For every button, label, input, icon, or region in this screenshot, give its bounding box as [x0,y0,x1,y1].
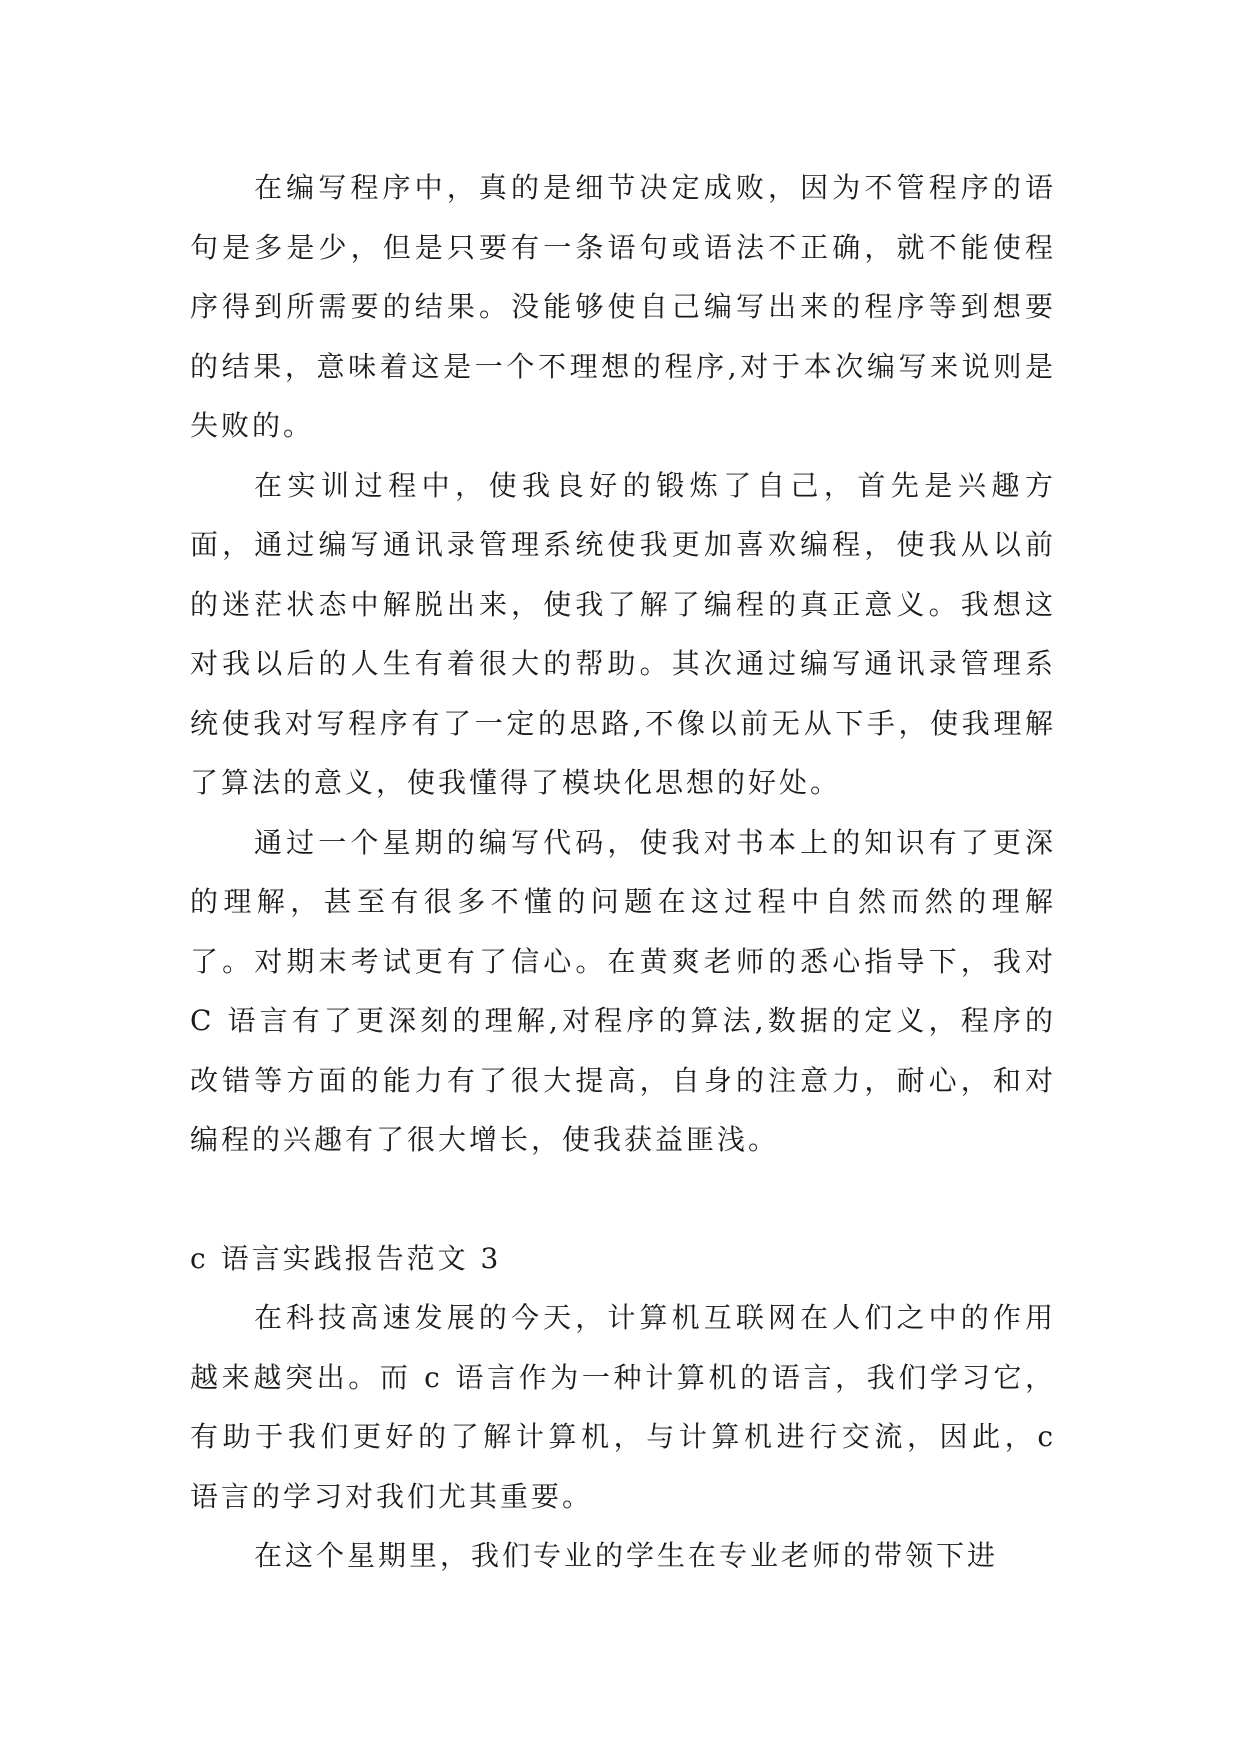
paragraph: 在编写程序中，真的是细节决定成败，因为不管程序的语句是多是少，但是只要有一条语句或语法不正确，就不能使程序得到所需要的结果。没能够使自己编写出来的程序等到想要的结果，意味着这是一个不理想的程序,对于本次编写来说则是失败的。 [190,171,1056,442]
paragraph: 在这个星期里，我们专业的学生在专业老师的带领下进 [254,1539,999,1572]
paragraph: 通过一个星期的编写代码，使我对书本上的知识有了更深的理解，甚至有很多不懂的问题在这过程中自然而然的理解了。对期末考试更有了信心。在黄爽老师的悉心指导下，我对 C 语言有了更深刻的理解,对程序的算法,数据的定义，程序的改错等方面的能力有了很大提高，自身的注意力，耐心，和对编程的兴趣有了很大增长，使我获益匪浅。 [190,825,1056,1156]
section-heading: c 语言实践报告范文 3 [190,1241,502,1275]
paragraph: 在科技高速发展的今天，计算机互联网在人们之中的作用越来越突出。而 c 语言作为一种计算机的语言，我们学习它，有助于我们更好的了解计算机，与计算机进行交流，因此，c 语言的学习对我们尤其重要。 [190,1301,1056,1513]
section-spacer [190,1170,1056,1229]
document-body [190,158,1056,1586]
paragraph: 在实训过程中，使我良好的锻炼了自己，首先是兴趣方面，通过编写通讯录管理系统使我更加喜欢编程，使我从以前的迷茫状态中解脱出来，使我了解了编程的真正意义。我想这对我以后的人生有着很大的帮助。其次通过编写通讯录管理系统使我对写程序有了一定的思路,不像以前无从下手，使我理解了算法的意义，使我懂得了模块化思想的好处。 [190,468,1056,799]
